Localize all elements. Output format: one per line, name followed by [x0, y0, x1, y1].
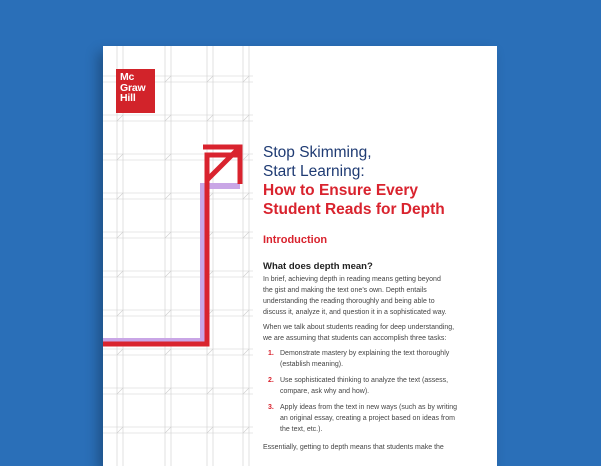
- grid-line: [117, 427, 123, 433]
- grid-line: [165, 388, 171, 394]
- list-number: 3.: [268, 404, 274, 411]
- paragraph-line: we are assuming that students can accomplish three tasks:: [263, 335, 447, 342]
- list-line: Apply ideas from the text in new ways (such as by writing: [280, 404, 458, 411]
- grid-line: [207, 427, 213, 433]
- grid-line: [243, 349, 249, 355]
- list-number: 2.: [268, 377, 274, 384]
- grid-line: [165, 76, 171, 82]
- list-line: compare, ask why and how).: [280, 388, 370, 395]
- subsection-heading: What does depth mean?: [263, 261, 373, 272]
- list-item: [263, 402, 485, 435]
- list-line: Demonstrate mastery by explaining the text thoroughly: [280, 350, 450, 357]
- grid-line: [243, 271, 249, 277]
- logo-line-2: Graw: [120, 81, 146, 94]
- section-heading: Introduction: [263, 234, 328, 246]
- grid-line: [165, 349, 171, 355]
- list-item-text: [280, 375, 485, 397]
- grid-line: [117, 271, 123, 277]
- list-item: [263, 375, 485, 397]
- paragraph-line: the gist and making the text one’s own. Depth entails: [263, 287, 427, 294]
- grid-line: [243, 76, 249, 82]
- grid-line: [243, 232, 249, 238]
- grid-line: [165, 154, 171, 160]
- grid-line: [117, 388, 123, 394]
- red-arrow-diagonal: [207, 147, 240, 180]
- grid-line: [165, 115, 171, 121]
- grid-line: [165, 232, 171, 238]
- grid-line: [207, 349, 213, 355]
- grid-line: [243, 115, 249, 121]
- paragraph-line: discuss it, analyze it, and question it in a sophisticated way.: [263, 309, 447, 316]
- grid-line: [207, 115, 213, 121]
- mcgraw-hill-logo: [116, 69, 155, 113]
- title-line-2: Start Learning:: [263, 163, 365, 180]
- grid-line: [243, 388, 249, 394]
- document-title-plain: [263, 143, 372, 181]
- tasks-list: [263, 348, 485, 440]
- paragraph-line: Essentially, getting to depth means that students make the: [263, 444, 444, 451]
- document-title-bold: [263, 181, 445, 219]
- grid-line: [117, 115, 123, 121]
- grid-line: [117, 349, 123, 355]
- grid-line: [117, 310, 123, 316]
- list-item-text: [280, 348, 485, 370]
- list-number: 1.: [268, 350, 274, 357]
- list-line: (establish meaning).: [280, 361, 344, 368]
- logo-line-3: Hill: [120, 92, 136, 104]
- list-line: the text, etc.).: [280, 426, 323, 433]
- grid-line: [165, 427, 171, 433]
- paragraph-1: [263, 274, 485, 318]
- list-item-text: [280, 402, 485, 435]
- paragraph-2: [263, 322, 485, 344]
- list-item: [263, 348, 485, 370]
- list-line: Use sophisticated thinking to analyze the text (assess,: [280, 377, 449, 384]
- grid-line: [243, 427, 249, 433]
- grid-line: [117, 232, 123, 238]
- grid-line: [117, 154, 123, 160]
- title-line-3: How to Ensure Every: [263, 182, 419, 199]
- grid-line: [165, 271, 171, 277]
- grid-line: [165, 310, 171, 316]
- title-line-1: Stop Skimming,: [263, 144, 372, 161]
- paragraph-line: understanding the reading thoroughly and being able to: [263, 298, 435, 305]
- grid-line: [207, 388, 213, 394]
- grid-line: [207, 76, 213, 82]
- list-line: an original essay, creating a project based on ideas from: [280, 415, 455, 422]
- title-line-4: Student Reads for Depth: [263, 201, 445, 218]
- paragraph-line: In brief, achieving depth in reading means getting beyond: [263, 276, 441, 283]
- grid-line: [117, 193, 123, 199]
- grid-line: [165, 193, 171, 199]
- grid-line: [243, 154, 249, 160]
- logo-line-1: Mc: [120, 71, 135, 83]
- grid-line: [243, 193, 249, 199]
- document-page: [103, 46, 497, 466]
- paragraph-3: [263, 442, 485, 453]
- paragraph-line: When we talk about students reading for deep understanding,: [263, 324, 455, 331]
- grid-line: [243, 310, 249, 316]
- purple-arrow-shadow: [103, 186, 240, 341]
